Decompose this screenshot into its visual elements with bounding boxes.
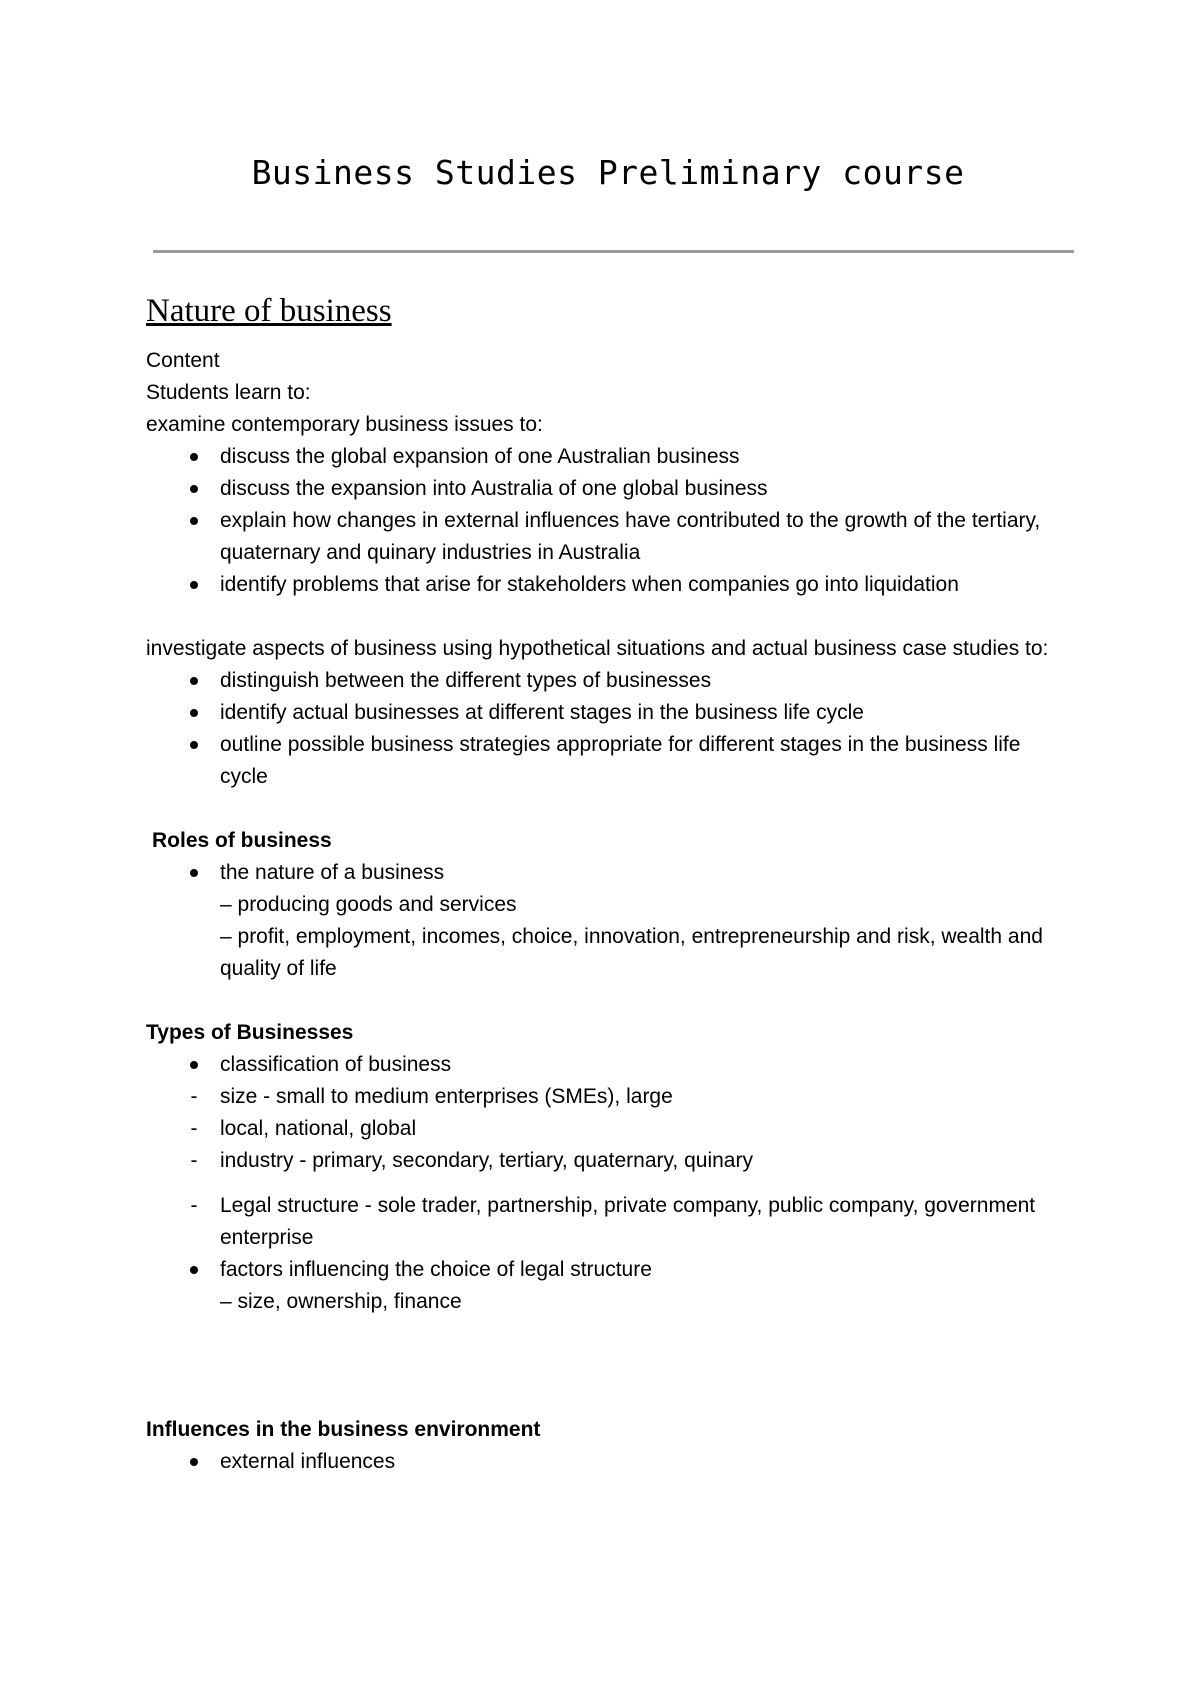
list-item: explain how changes in external influences have contributed to the growth of the tertiary, quaternary and quinary industries in Australia bbox=[146, 505, 1070, 569]
bullet-icon bbox=[190, 709, 198, 717]
dash-marker: - bbox=[190, 1085, 198, 1108]
bullet-icon bbox=[190, 581, 198, 589]
roles-list bbox=[146, 857, 1070, 985]
roles-sub-item: – producing goods and services bbox=[220, 893, 517, 916]
influences-heading: Influences in the business environment bbox=[146, 1418, 541, 1441]
list-item: outline possible business strategies appropriate for different stages in the business life cycle bbox=[146, 729, 1070, 793]
dash-marker: - bbox=[190, 1194, 198, 1217]
list-item: discuss the expansion into Australia of one global business bbox=[146, 473, 1070, 505]
list-item: identify actual businesses at different stages in the business life cycle bbox=[146, 697, 1070, 729]
content-label: Content bbox=[146, 349, 220, 372]
investigate-intro: investigate aspects of business using hypothetical situations and actual business case studies to: bbox=[146, 637, 1049, 660]
list-item: identify problems that arise for stakeholders when companies go into liquidation bbox=[146, 569, 1070, 601]
dash-marker: - bbox=[190, 1117, 198, 1140]
types-list bbox=[146, 1049, 1070, 1318]
list-item: - industry - primary, secondary, tertiary, quaternary, quinary bbox=[146, 1145, 1070, 1177]
list-item: - size - small to medium enterprises (SMEs), large bbox=[146, 1081, 1070, 1113]
list-item: - Legal structure - sole trader, partnership, private company, public company, government enterprise bbox=[146, 1190, 1070, 1254]
horizontal-rule bbox=[153, 250, 1074, 253]
types-sub-item: – size, ownership, finance bbox=[220, 1290, 462, 1313]
document-title: Business Studies Preliminary course bbox=[251, 153, 965, 192]
bullet-icon bbox=[190, 517, 198, 525]
bullet-icon bbox=[190, 1061, 198, 1069]
list-item: - local, national, global bbox=[146, 1113, 1070, 1145]
bullet-icon bbox=[190, 1458, 198, 1466]
roles-sub-item: – profit, employment, incomes, choice, innovation, entrepreneurship and risk, wealth and quality of life bbox=[220, 925, 1043, 980]
influences-list bbox=[146, 1446, 1070, 1478]
list-item: the nature of a business – producing goods and services – profit, employment, incomes, choice, innovation, entrepreneurship and risk, wealth and quality of life bbox=[146, 857, 1070, 985]
bullet-icon bbox=[190, 485, 198, 493]
investigate-list bbox=[146, 665, 1070, 793]
list-item: factors influencing the choice of legal structure – size, ownership, finance bbox=[146, 1254, 1070, 1318]
list-item: distinguish between the different types of businesses bbox=[146, 665, 1070, 697]
students-learn-label: Students learn to: bbox=[146, 381, 311, 404]
types-heading: Types of Businesses bbox=[146, 1021, 354, 1044]
bullet-icon bbox=[190, 869, 198, 877]
section-heading: Nature of business bbox=[146, 293, 392, 329]
bullet-icon bbox=[190, 453, 198, 461]
list-item: discuss the global expansion of one Australian business bbox=[146, 441, 1070, 473]
dash-marker: - bbox=[190, 1149, 198, 1172]
examine-intro: examine contemporary business issues to: bbox=[146, 413, 543, 436]
bullet-icon bbox=[190, 1266, 198, 1274]
list-item: external influences bbox=[146, 1446, 1070, 1478]
bullet-icon bbox=[190, 677, 198, 685]
roles-heading: Roles of business bbox=[152, 829, 332, 852]
bullet-icon bbox=[190, 741, 198, 749]
examine-list bbox=[146, 441, 1070, 601]
list-item: classification of business bbox=[146, 1049, 1070, 1081]
